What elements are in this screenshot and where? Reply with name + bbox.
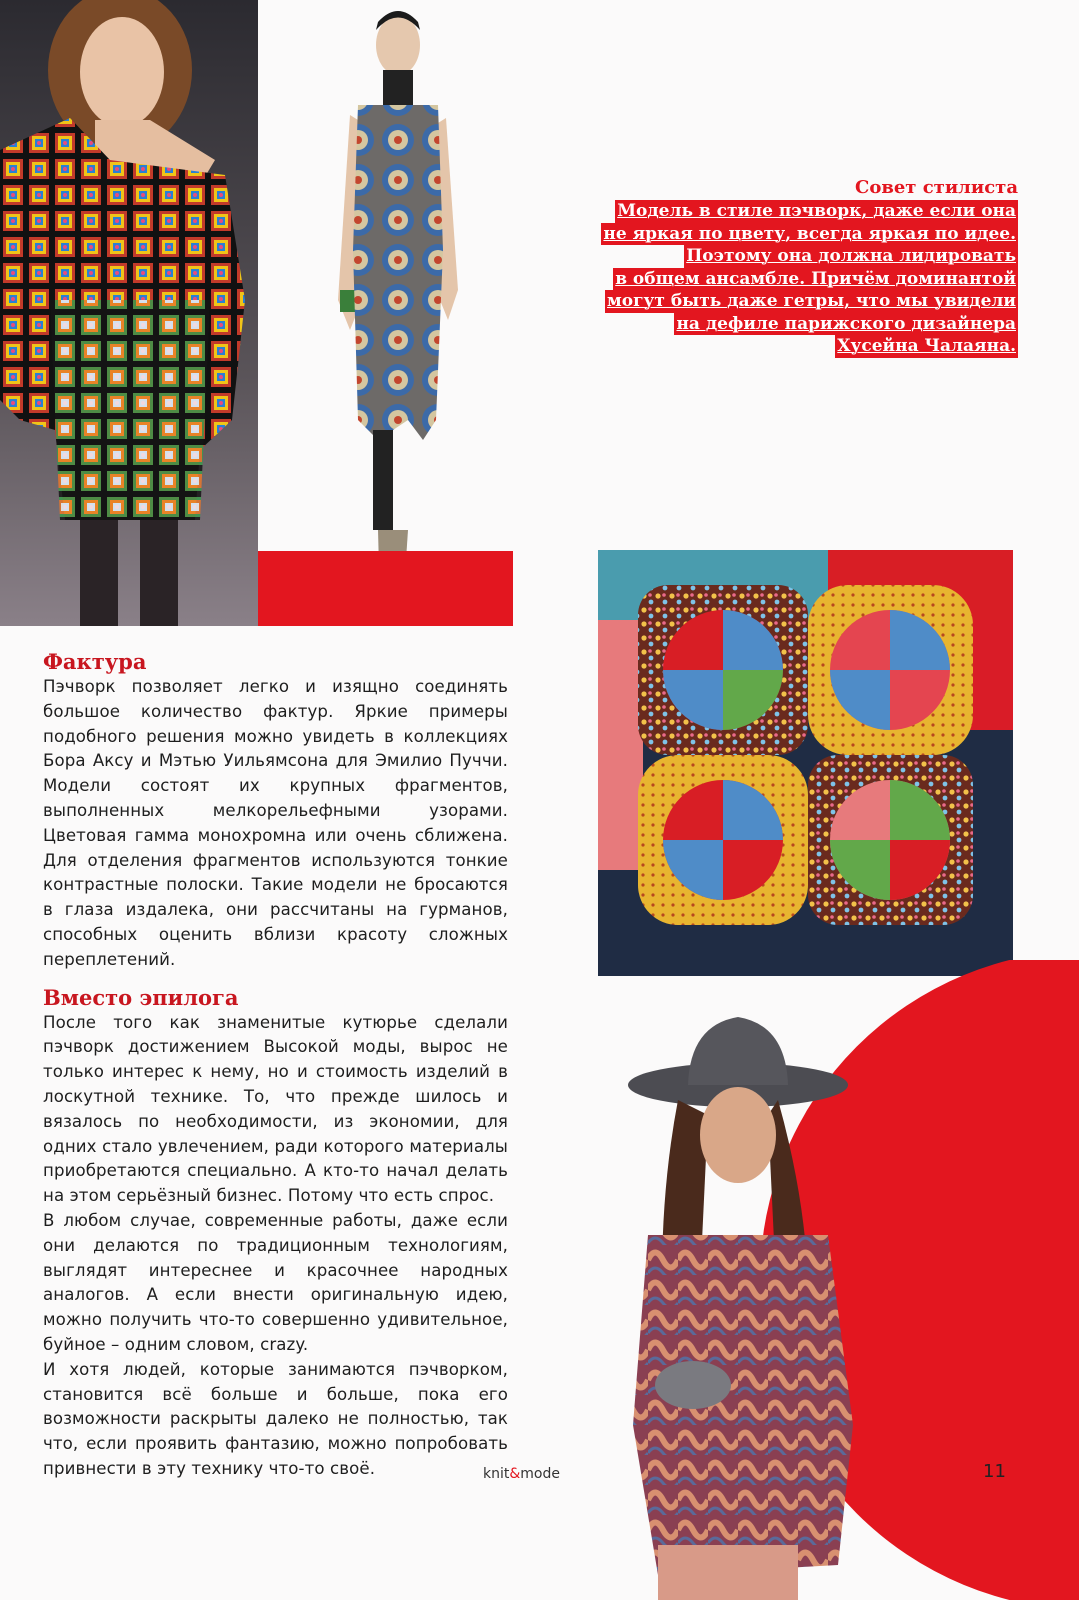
section-heading-epilogue: Вместо эпилога (43, 984, 239, 1010)
stylist-tip-line: Поэтому она должна лидировать (686, 246, 1016, 266)
photo-granny-square-dress (0, 0, 258, 626)
stylist-tip (498, 176, 1018, 358)
magazine-brand (483, 1466, 560, 1482)
page-number: 11 (983, 1461, 1006, 1482)
epilogue-paragraph: В любом случае, современные работы, даже если они делаются по традиционным технологиям, выглядят интереснее и красочнее народных аналогов. А если внести оригинальную идею, можно получить что-то совершенно удивительное, буйное – одним словом, crazy. (43, 1210, 508, 1354)
stylist-tip-line: на дефиле парижского дизайнера (676, 313, 1016, 334)
red-accent-block (258, 551, 513, 626)
epilogue-paragraph: После того как знаменитые кутюрье сделали пэчворк достижением Высокой моды, вырос не только интерес к нему, но и стоимость изделий в лоскутной технике. То, что прежде шилось и вязалось по необходимости, из экономии, для одних стало увлечением, ради которого материалы приобретаются специально. А кто-то начал делать на этом серьёзный бизнес. Потому что есть спрос. (43, 1012, 508, 1206)
article-text (43, 648, 508, 1482)
stylist-tip-line: в общем ансамбле. Причём доминантой (615, 268, 1016, 289)
stylist-tip-line: не яркая по цвету, всегда яркая по идее. (603, 223, 1016, 244)
stylist-tip-line: Хусейна Чалаяна. (837, 336, 1016, 356)
photo-woman-in-hat (618, 1005, 908, 1600)
stylist-tip-line: могут быть даже гетры, что мы увидели (606, 291, 1016, 311)
photo-crochet-dress (258, 0, 513, 626)
brand-knit: knit (483, 1466, 510, 1482)
brand-mode: mode (520, 1466, 560, 1482)
section-heading-texture: Фактура (43, 649, 147, 674)
photo-patchwork-quilt (598, 550, 1013, 976)
stylist-tip-line: Модель в стиле пэчворк, даже если она (617, 201, 1016, 221)
epilogue-paragraph: И хотя людей, которые занимаются пэчворком, становится всё больше и больше, пока его возможности раскрыты далеко не полностью, так что, если проявить фантазию, можно попробовать привнести в эту технику что-то своё. (43, 1359, 508, 1478)
brand-ampersand: & (509, 1466, 521, 1482)
stylist-tip-title: Совет стилиста (855, 177, 1018, 198)
section-texture-text: Пэчворк позволяет легко и изящно соединять большое количество фактур. Яркие примеры подобного решения можно увидеть в коллекциях Бора Аксу и Мэтью Уильямсона для Эмилио Пуччи. Модели состоят их крупных фрагментов, выполненных мелкорельефными узорами. Цветовая гамма монохромна или очень сближена. Для отделения фрагментов используются тонкие контрастные полоски. Такие модели не бросаются в глаза издалека, они рассчитаны на гурманов, способных оценить вблизи красоту сложных переплетений. (43, 677, 508, 969)
